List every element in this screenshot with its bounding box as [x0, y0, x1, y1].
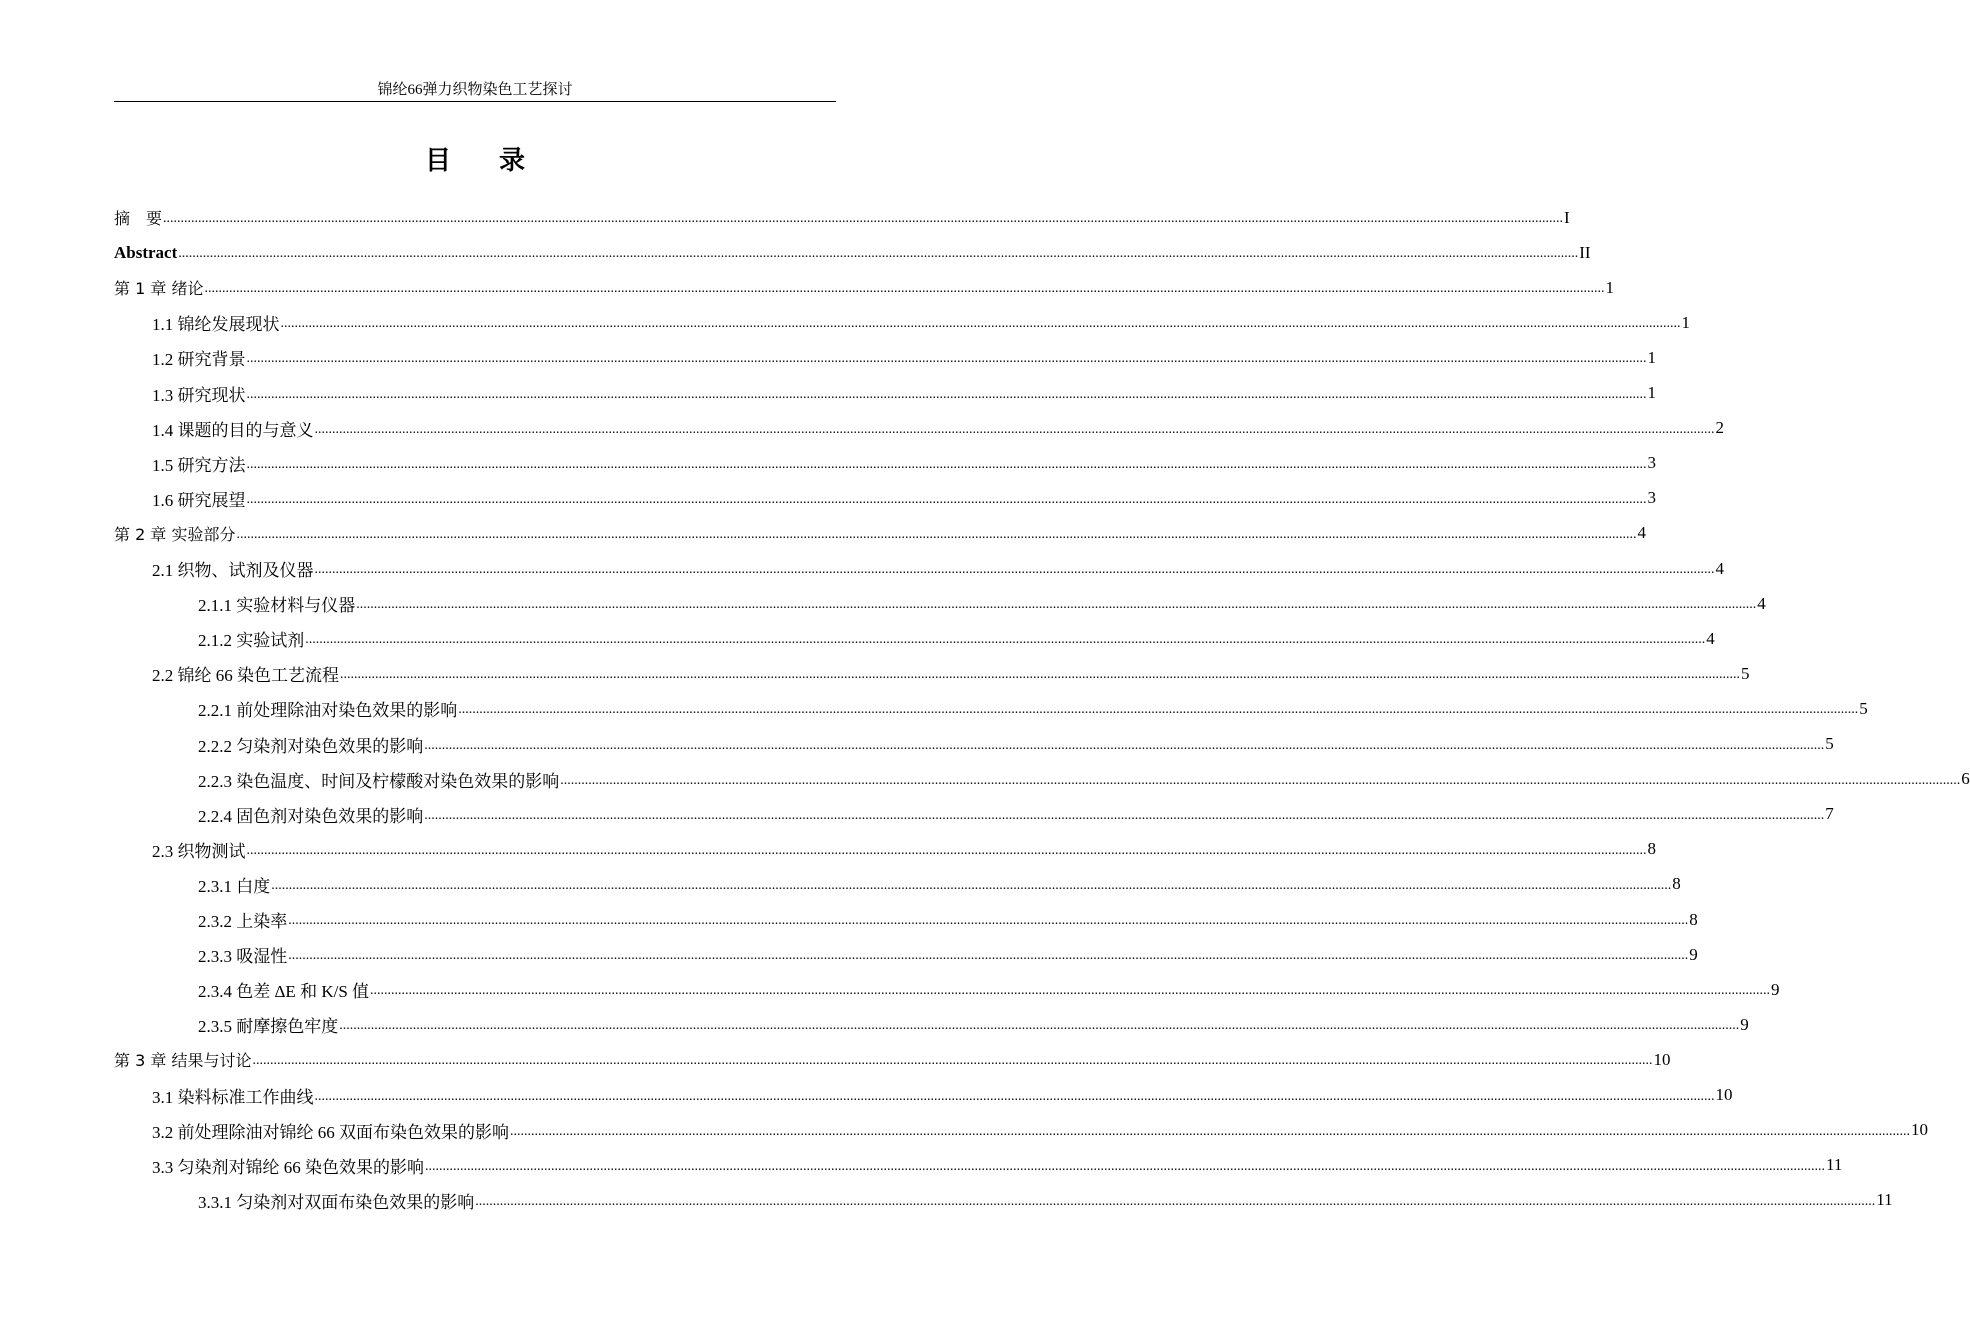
- toc-entry-title: 1.3 研究现状: [152, 385, 246, 405]
- toc-entry-page: 7: [1825, 804, 1834, 824]
- toc-entry[interactable]: [114, 902, 1698, 937]
- toc-entry[interactable]: [114, 235, 1591, 270]
- toc-leader-dots: ................................................................................................................................................................................................................................................................................................................................................................................................................: [314, 562, 1715, 577]
- toc-entry-title: 1.6 研究展望: [152, 490, 246, 510]
- toc-entry-page: 8: [1672, 874, 1681, 894]
- toc-entry-title: 第 2 章 实验部分: [114, 524, 236, 544]
- toc-entry[interactable]: [114, 867, 1681, 902]
- toc-leader-dots: ................................................................................................................................................................................................................................................................................................................................................................................................................: [305, 632, 1706, 648]
- toc-entry-page: 8: [1689, 909, 1698, 929]
- toc-entry[interactable]: [114, 446, 1656, 481]
- toc-entry-title: 摘 要: [114, 209, 163, 228]
- toc-entry-title: 2.2.1 前处理除油对染色效果的影响: [198, 701, 458, 721]
- toc-entry-title: 2.3.2 上染率: [198, 912, 288, 931]
- toc-leader-dots: ................................................................................................................................................................................................................................................................................................................................................................................................................: [560, 772, 1961, 788]
- toc-entry-title: 2.3.4 色差 ΔE 和 K/S 值: [198, 982, 370, 1002]
- toc-entry[interactable]: [114, 972, 1780, 1007]
- toc-leader-dots: ................................................................................................................................................................................................................................................................................................................................................................................................................: [288, 913, 1689, 928]
- toc-entry[interactable]: [114, 481, 1656, 516]
- toc-entry[interactable]: [114, 516, 1646, 551]
- toc-entry-page: 9: [1740, 1014, 1749, 1034]
- toc-entry-title: 3.2 前处理除油对锦纶 66 双面布染色效果的影响: [152, 1122, 509, 1142]
- running-header: [114, 80, 836, 102]
- toc-entry[interactable]: [114, 586, 1766, 621]
- toc-entry[interactable]: [114, 1042, 1671, 1077]
- toc-entry-title: 2.1 织物、试剂及仪器: [152, 561, 314, 580]
- toc-entry[interactable]: [114, 340, 1656, 375]
- toc-entry-title: 1.5 研究方法: [152, 455, 246, 475]
- toc-entry-page: 4: [1706, 628, 1715, 648]
- toc-entry[interactable]: [114, 411, 1724, 446]
- toc-entry-page: 9: [1771, 979, 1780, 999]
- toc-entry-title: 2.2.4 固色剂对染色效果的影响: [198, 806, 424, 826]
- toc-entry[interactable]: [114, 937, 1698, 972]
- page-title: [0, 140, 950, 177]
- toc-entry-page: 5: [1859, 698, 1868, 718]
- toc-entry[interactable]: [114, 762, 1970, 797]
- toc-entry[interactable]: [114, 621, 1715, 656]
- toc-leader-dots: ................................................................................................................................................................................................................................................................................................................................................................................................................: [246, 386, 1647, 402]
- toc-entry-page: 11: [1826, 1155, 1843, 1175]
- toc-leader-dots: ................................................................................................................................................................................................................................................................................................................................................................................................................: [458, 702, 1859, 718]
- toc-leader-dots: ................................................................................................................................................................................................................................................................................................................................................................................................................: [356, 597, 1757, 613]
- toc-leader-dots: ................................................................................................................................................................................................................................................................................................................................................................................................................: [314, 421, 1715, 437]
- toc-entry-page: 3: [1647, 488, 1656, 508]
- toc-leader-dots: ................................................................................................................................................................................................................................................................................................................................................................................................................: [163, 211, 1564, 226]
- toc-leader-dots: ................................................................................................................................................................................................................................................................................................................................................................................................................: [271, 877, 1672, 893]
- toc-entry[interactable]: [114, 270, 1614, 305]
- running-title: 锦纶66弹力织物染色工艺探讨: [377, 82, 573, 98]
- toc-leader-dots: ................................................................................................................................................................................................................................................................................................................................................................................................................: [246, 491, 1647, 507]
- toc-entry[interactable]: [114, 1113, 1928, 1148]
- toc-leader-dots: ................................................................................................................................................................................................................................................................................................................................................................................................................: [236, 526, 1637, 542]
- toc-entry-title: 2.3 织物测试: [152, 841, 246, 861]
- toc-entry-title: 3.1 染料标准工作曲线: [152, 1087, 314, 1107]
- toc-leader-dots: ................................................................................................................................................................................................................................................................................................................................................................................................................: [340, 667, 1740, 683]
- toc-entry-page: 2: [1715, 418, 1724, 438]
- toc-entry[interactable]: [114, 1007, 1749, 1042]
- toc-entry[interactable]: [114, 551, 1724, 586]
- toc-entry[interactable]: [114, 797, 1834, 832]
- toc-entry-page: 6: [1961, 769, 1970, 789]
- toc-entry-page: 10: [1653, 1049, 1671, 1069]
- toc-leader-dots: ................................................................................................................................................................................................................................................................................................................................................................................................................: [339, 1018, 1740, 1034]
- toc-entry-title: 2.3.1 白度: [198, 876, 271, 896]
- toc-entry[interactable]: [114, 727, 1834, 762]
- toc-entry[interactable]: [114, 1148, 1843, 1183]
- toc-entry-page: 10: [1911, 1120, 1928, 1140]
- toc-leader-dots: ................................................................................................................................................................................................................................................................................................................................................................................................................: [252, 1053, 1653, 1069]
- toc-entry-title: 第 3 章 结果与讨论: [114, 1051, 252, 1071]
- toc-entry-page: 4: [1637, 523, 1646, 543]
- toc-entry-title: 2.2 锦纶 66 染色工艺流程: [152, 666, 339, 686]
- toc-leader-dots: ................................................................................................................................................................................................................................................................................................................................................................................................................: [178, 246, 1579, 262]
- toc-entry-title: 1.1 锦纶发展现状: [152, 315, 280, 335]
- toc-entry[interactable]: [114, 200, 1570, 235]
- toc-leader-dots: ................................................................................................................................................................................................................................................................................................................................................................................................................: [424, 737, 1825, 753]
- toc-leader-dots: ................................................................................................................................................................................................................................................................................................................................................................................................................: [280, 316, 1681, 332]
- toc-entry-title: 2.3.3 吸湿性: [198, 947, 288, 967]
- toc-entry-title: 1.2 研究背景: [152, 350, 246, 370]
- toc-entry[interactable]: [114, 305, 1690, 340]
- toc-leader-dots: ................................................................................................................................................................................................................................................................................................................................................................................................................: [425, 1158, 1825, 1174]
- toc-leader-dots: ................................................................................................................................................................................................................................................................................................................................................................................................................: [475, 1193, 1876, 1209]
- toc-entry[interactable]: [114, 832, 1656, 867]
- toc-entry-title: 2.1.2 实验试剂: [198, 631, 305, 651]
- toc-entry-title: 2.2.3 染色温度、时间及柠檬酸对染色效果的影响: [198, 771, 560, 791]
- toc-entry[interactable]: [114, 1183, 1893, 1218]
- toc-leader-dots: ................................................................................................................................................................................................................................................................................................................................................................................................................: [424, 807, 1825, 823]
- toc-entry-title: 第 1 章 绪论: [114, 279, 204, 299]
- toc-entry-page: 11: [1876, 1190, 1893, 1210]
- toc-entry-title: 2.3.5 耐摩擦色牢度: [198, 1017, 339, 1037]
- toc-entry-title: 2.2.2 匀染剂对染色效果的影响: [198, 736, 424, 756]
- toc-leader-dots: ................................................................................................................................................................................................................................................................................................................................................................................................................: [246, 351, 1647, 367]
- toc-leader-dots: ................................................................................................................................................................................................................................................................................................................................................................................................................: [510, 1123, 1910, 1139]
- toc-entry-title: Abstract: [114, 242, 178, 262]
- toc-entry-page: 1: [1681, 312, 1690, 332]
- toc-entry-page: 1: [1647, 347, 1656, 367]
- toc-entry[interactable]: [114, 376, 1656, 411]
- toc-entry-title: 2.1.1 实验材料与仪器: [198, 596, 356, 616]
- toc-entry[interactable]: [114, 691, 1868, 726]
- toc-entry-page: 10: [1715, 1085, 1733, 1104]
- toc-entry-page: 3: [1647, 453, 1656, 473]
- toc-entry-page: II: [1579, 242, 1591, 262]
- toc-entry-title: 3.3.1 匀染剂对双面布染色效果的影响: [198, 1192, 475, 1212]
- page-title-char: 目: [424, 146, 451, 176]
- toc-entry-page: 4: [1757, 593, 1766, 613]
- toc-entry[interactable]: [114, 656, 1750, 691]
- toc-leader-dots: ................................................................................................................................................................................................................................................................................................................................................................................................................: [246, 456, 1647, 472]
- toc-entry-title: 3.3 匀染剂对锦纶 66 染色效果的影响: [152, 1157, 424, 1177]
- toc-entry-page: I: [1564, 207, 1570, 227]
- toc-entry-title: 1.4 课题的目的与意义: [152, 420, 314, 440]
- toc-entry-page: 9: [1689, 944, 1698, 964]
- toc-entry-page: 5: [1741, 663, 1750, 683]
- toc-leader-dots: ................................................................................................................................................................................................................................................................................................................................................................................................................: [246, 842, 1647, 858]
- toc-entry[interactable]: [114, 1078, 1733, 1113]
- toc-entry-page: 1: [1605, 277, 1614, 297]
- toc-entry-page: 8: [1647, 839, 1656, 859]
- page-title-char: 录: [499, 146, 526, 176]
- toc-entry-page: 5: [1825, 734, 1834, 753]
- toc-entry-page: 4: [1715, 558, 1724, 578]
- toc-leader-dots: ................................................................................................................................................................................................................................................................................................................................................................................................................: [314, 1088, 1715, 1104]
- toc-leader-dots: ................................................................................................................................................................................................................................................................................................................................................................................................................: [370, 983, 1771, 999]
- toc-entry-page: 1: [1647, 383, 1656, 402]
- toc-leader-dots: ................................................................................................................................................................................................................................................................................................................................................................................................................: [204, 281, 1605, 297]
- toc-leader-dots: ................................................................................................................................................................................................................................................................................................................................................................................................................: [288, 948, 1689, 964]
